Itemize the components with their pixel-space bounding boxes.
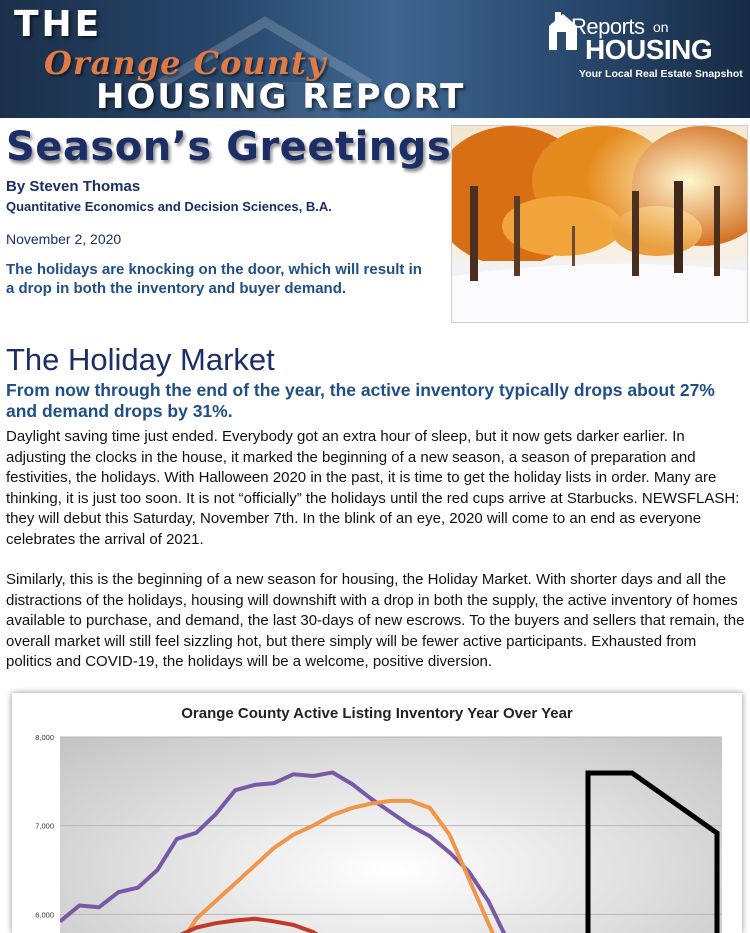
header-banner bbox=[0, 0, 750, 118]
report-title-housing: HOUSING REPORT bbox=[96, 77, 466, 117]
lede-text: The holidays are knocking on the door, which will result in a drop in both the inventory and buyer demand. bbox=[6, 261, 422, 297]
report-title-county: Orange County bbox=[44, 44, 327, 82]
logo-on-text: on bbox=[653, 19, 669, 35]
chart-title: Orange County Active Listing Inventory Year Over Year bbox=[181, 705, 573, 722]
seasons-greetings-heading: Season’s Greetings bbox=[6, 124, 452, 170]
logo-reports-text: Reports bbox=[571, 14, 645, 39]
article-paragraph-2: Similarly, this is the beginning of a new season for housing, the Holiday Market. With shorter days and all the distractions of the holidays, housing will downshift with a drop in both the supply, the active inventory of homes available to purchase, and demand, the last 30-days of new escrows. To the buyers and sellers that remain, the overall market will still feel sizzling hot, but there simply will be fewer active participants. Exhausted from politics and COVID-19, the holidays will be a welcome, positive diversion. bbox=[6, 571, 745, 670]
y-tick-label: 6,000 bbox=[35, 910, 54, 920]
y-tick-label: 8,000 bbox=[35, 733, 54, 742]
section-heading: The Holiday Market bbox=[6, 342, 275, 377]
chart-canvas bbox=[12, 693, 742, 933]
section-subheading: From now through the end of the year, the active inventory typically drops about 27% and demand drops by 31%. bbox=[6, 380, 715, 421]
report-title-the: THE bbox=[14, 4, 103, 45]
plot-area bbox=[60, 737, 722, 933]
article-paragraph-1: Daylight saving time just ended. Everybody got an extra hour of sleep, but it now gets darker earlier. In adjusting the clocks in the house, it marked the beginning of a new season, a season of preparation and festivities, the holidays. With Halloween 2020 in the past, it is time to get the holiday lists in order. Many are thinking, it is just too soon. It is not “officially” the holidays until the red cups arrive at Starbucks. NEWSFLASH: they will debut this Saturday, November 7th. In the blink of an eye, 2020 will come to an end as everyone celebrates the arrival of 2021. bbox=[6, 428, 740, 548]
autumn-snow-photo bbox=[451, 125, 748, 323]
publish-date: November 2, 2020 bbox=[6, 231, 122, 247]
y-tick-label: 7,000 bbox=[35, 821, 54, 831]
inventory-chart bbox=[12, 693, 742, 933]
logo-tagline: Your Local Real Estate Snapshot bbox=[579, 68, 743, 80]
author-credentials: Quantitative Economics and Decision Sciences, B.A. bbox=[6, 199, 332, 214]
logo-housing-text: HOUSING bbox=[585, 34, 713, 65]
reports-on-housing-logo[interactable] bbox=[547, 8, 747, 84]
author-byline: By Steven Thomas bbox=[6, 178, 141, 195]
